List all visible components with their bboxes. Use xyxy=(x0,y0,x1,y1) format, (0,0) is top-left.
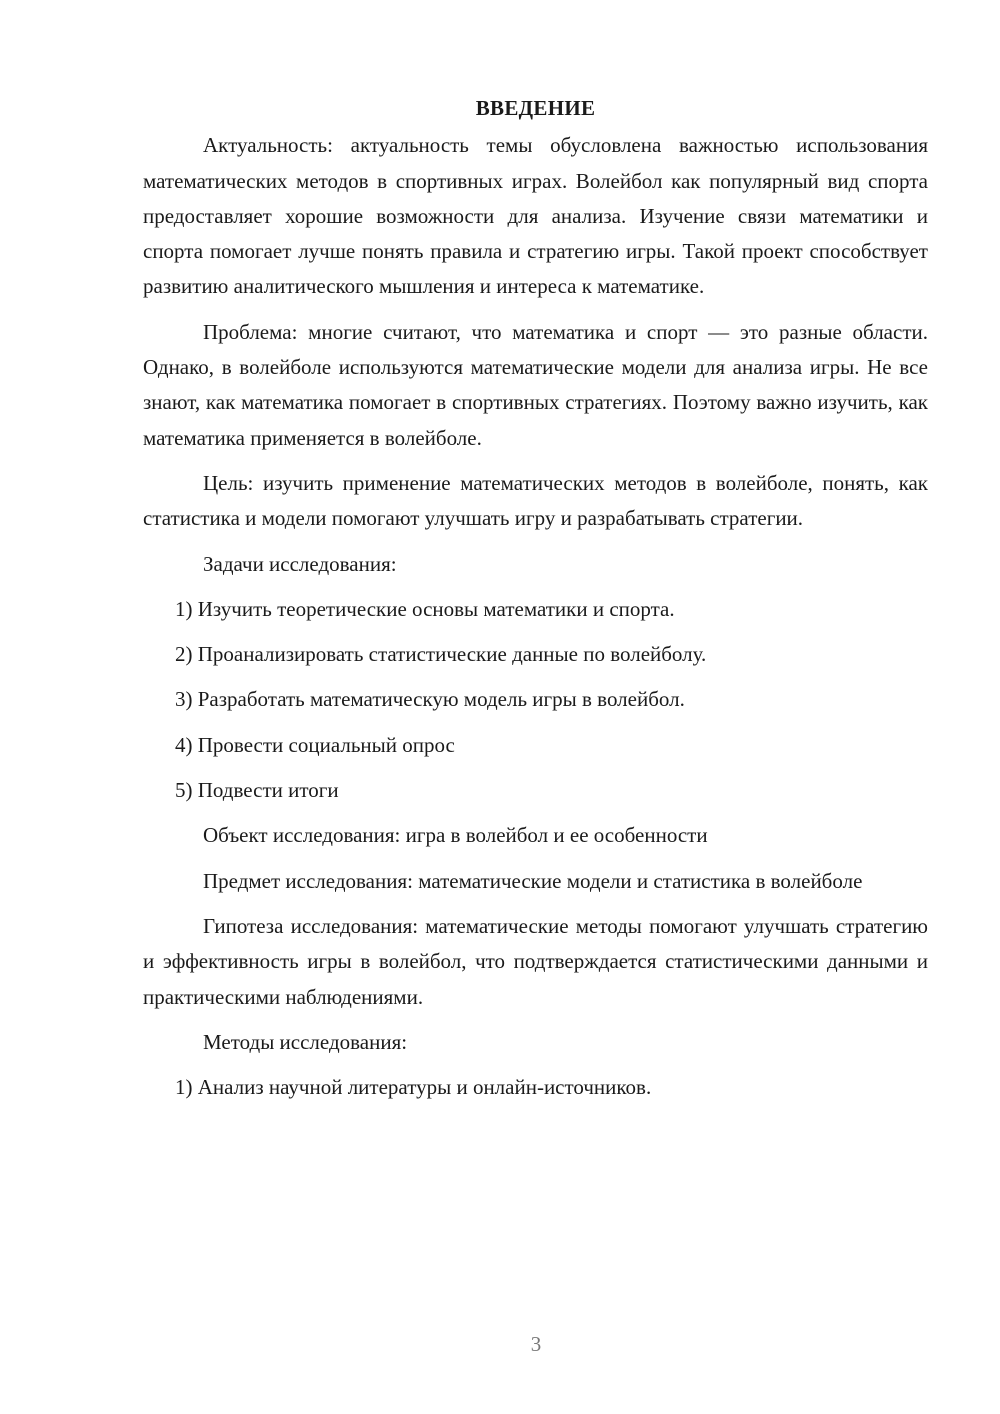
goal-paragraph: Цель: изучить применение математических методов в волейболе, понять, как статистика и модели помогают улучшать игру и разрабатывать стратегии. xyxy=(143,470,928,531)
object-paragraph: Объект исследования: игра в волейбол и ее особенности xyxy=(203,823,708,848)
hypothesis-paragraph: Гипотеза исследования: математические методы помогают улучшать стратегию и эффективность игры в волейбол, что подтверждается статистическими данными и практическими наблюдениями. xyxy=(143,913,928,1009)
tasks-heading: Задачи исследования: xyxy=(203,551,397,576)
page-content xyxy=(143,91,928,1115)
page-title: ВВЕДЕНИЕ xyxy=(475,96,596,120)
methods-heading: Методы исследования: xyxy=(203,1029,408,1054)
problem-paragraph: Проблема: многие считают, что математика и спорт — это разные области. Однако, в волейболе используются математические модели для анализа игры. Не все знают, как математика помогает в спортивных стратегиях. Поэтому важно изучить, как математика применяется в волейболе. xyxy=(143,319,928,450)
subject-paragraph: Предмет исследования: математические модели и статистика в волейболе xyxy=(203,868,863,893)
task-item-5: 5) Подвести итоги xyxy=(175,778,339,803)
method-item-1: 1) Анализ научной литературы и онлайн-источников. xyxy=(175,1075,652,1100)
page-number: 3 xyxy=(530,1332,542,1356)
relevance-paragraph: Актуальность: актуальность темы обусловлена важностью использования математических методов в спортивных играх. Волейбол как популярный вид спорта предоставляет хорошие возможности для анализа. Изучение связи математики и спорта помогает лучше понять правила и стратегию игры. Такой проект способствует развитию аналитического мышления и интереса к математике. xyxy=(143,133,928,299)
task-item-2: 2) Проанализировать статистические данные по волейболу. xyxy=(175,642,707,667)
task-item-4: 4) Провести социальный опрос xyxy=(175,732,455,757)
task-item-1: 1) Изучить теоретические основы математики и спорта. xyxy=(175,596,675,621)
task-item-3: 3) Разработать математическую модель игры в волейбол. xyxy=(175,687,685,712)
